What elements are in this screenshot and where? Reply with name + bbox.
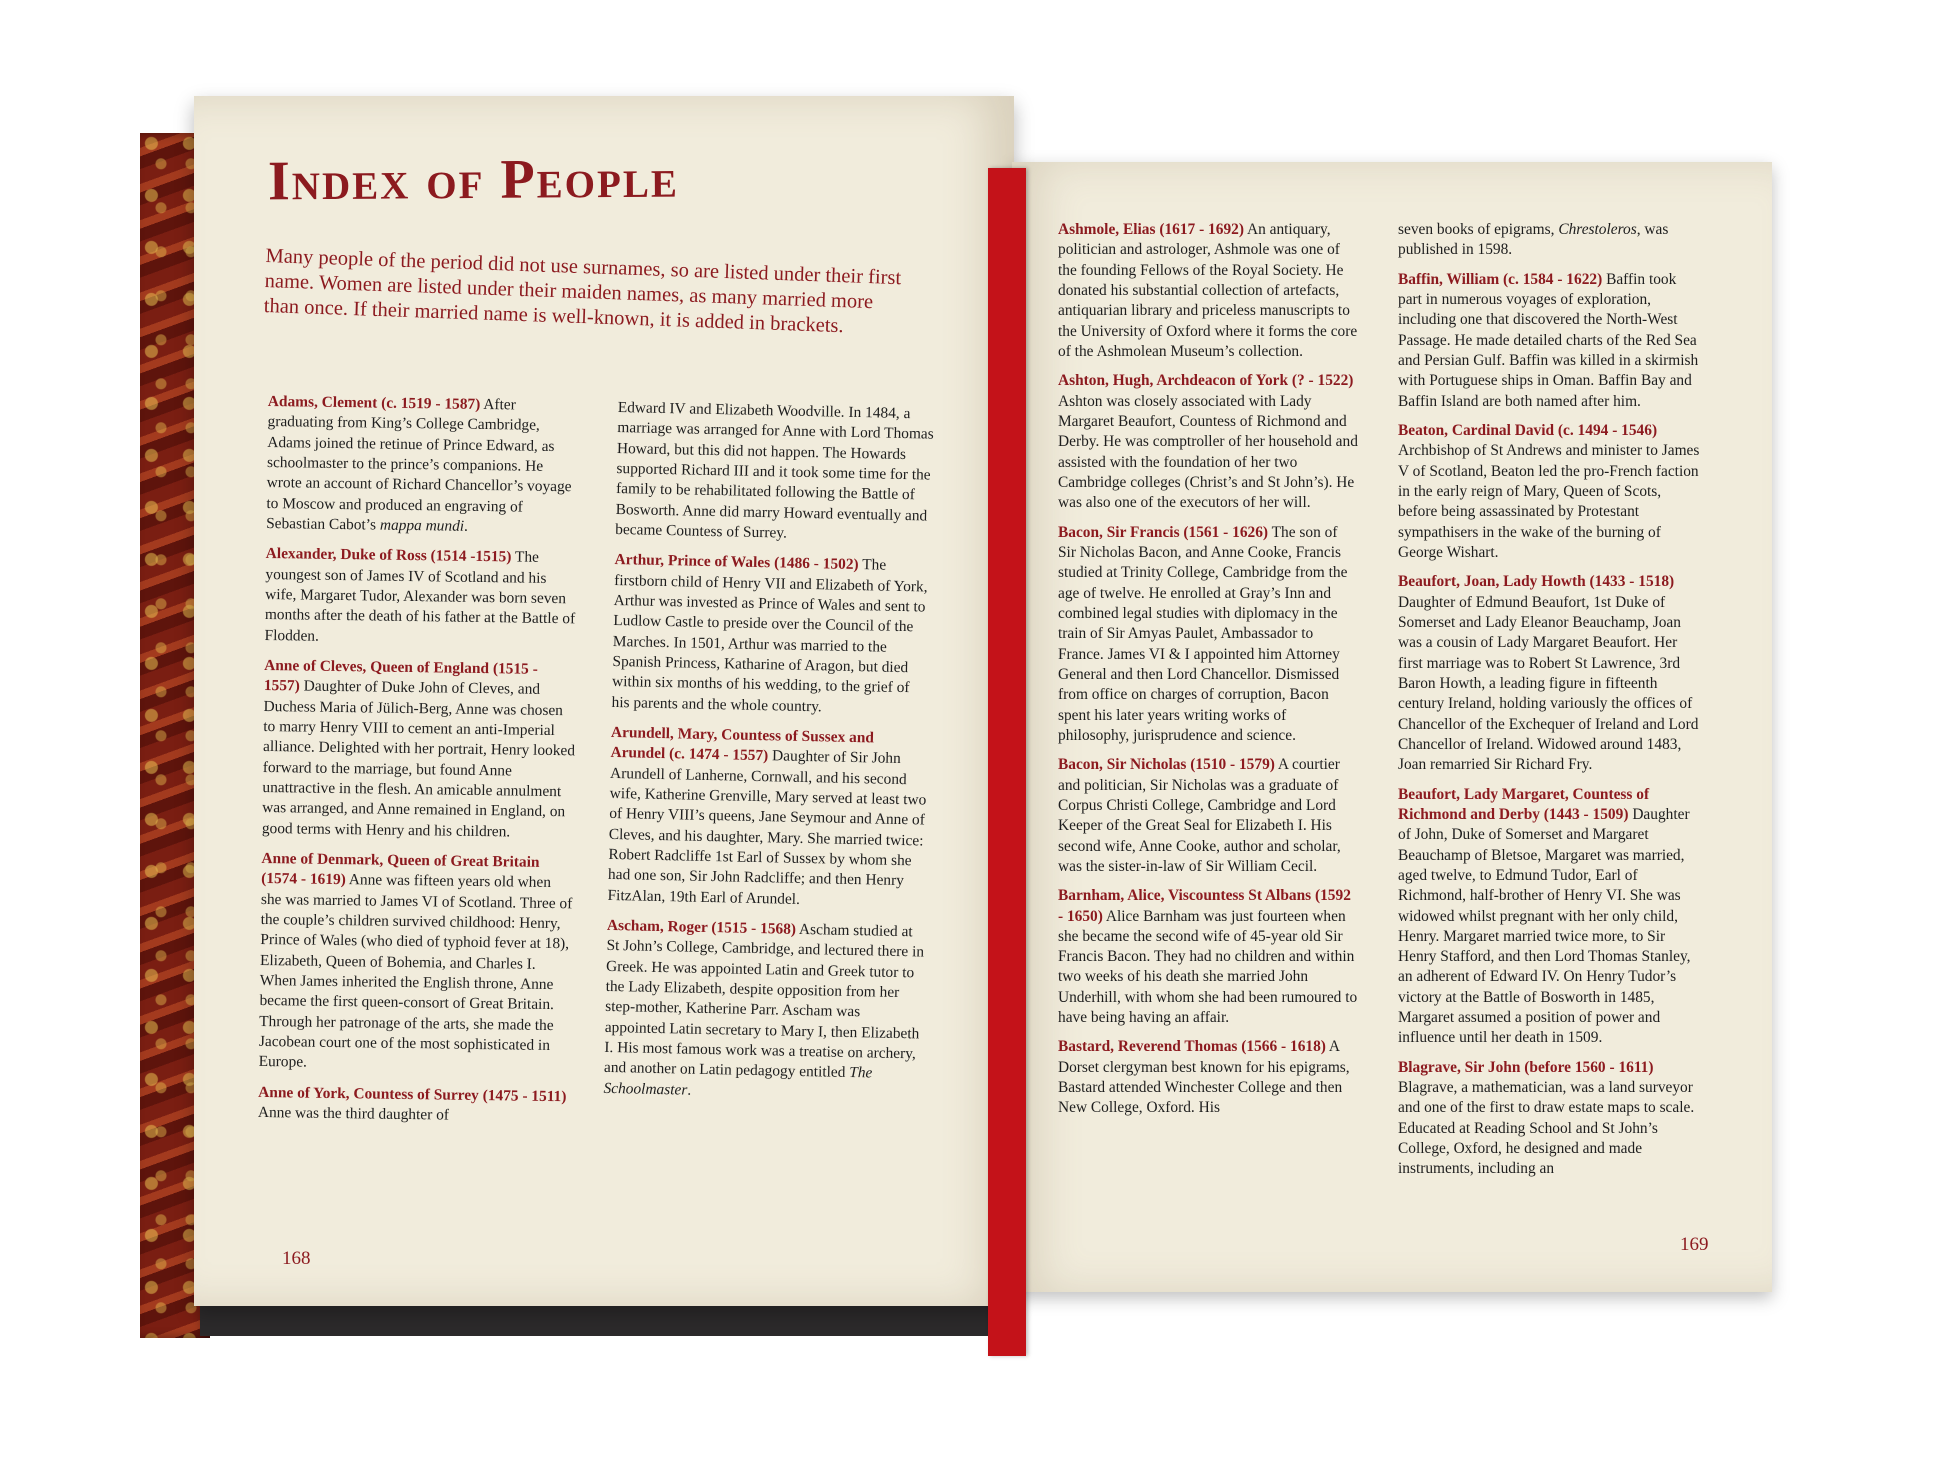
index-entry bbox=[1058, 523, 1358, 747]
entry-title-italic: Chrestoleros bbox=[1558, 221, 1637, 238]
page-title: Index of People bbox=[267, 147, 680, 213]
index-entry bbox=[1398, 270, 1704, 412]
index-entry bbox=[258, 849, 573, 1077]
entry-heading: Adams, Clement (c. 1519 - 1587) bbox=[267, 392, 481, 413]
index-entry bbox=[266, 392, 580, 539]
entry-heading: Ascham, Roger (1515 - 1568) bbox=[606, 916, 797, 938]
entry-text: A courtier and politician, Sir Nicholas was a graduate of Corpus Christi College, Cambridge and Lord Keeper of the Great Seal for Elizabeth I. His second wife, Anne Cooke, author and scholar, was the sister-in-law of Sir William Cecil. bbox=[1058, 756, 1341, 875]
intro-paragraph: Many people of the period did not use surnames, so are listed under their first name. Women are listed under their maiden names, as many married more than once. If their married name is well-known, it is added in brackets. bbox=[263, 244, 902, 338]
entry-heading: Blagrave, Sir John (before 1560 - 1611) bbox=[1398, 1058, 1654, 1076]
entry-text: The firstborn child of Henry VII and Elizabeth of York, Arthur was invested as Prince of Wales and sent to Ludlow Castle to preside over the Council of the Marches. In 1501, Arthur was married to the Spanish Princess, Katharine of Aragon, but died within six months of his wedding, to the grief of his parents and the whole country. bbox=[611, 556, 928, 715]
entry-text: Baffin took part in numerous voyages of exploration, including one that discovered the North-West Passage. He made detailed charts of the Red Sea and Persian Gulf. Baffin was killed in a skirmish with Portuguese ships in Oman. Baffin Bay and Baffin Island are both named after him. bbox=[1398, 270, 1699, 410]
entry-heading: Beaton, Cardinal David (c. 1494 - 1546) bbox=[1398, 421, 1658, 439]
index-entry bbox=[1058, 755, 1358, 877]
index-entry bbox=[264, 544, 577, 650]
entry-heading: Ashton, Hugh, Archdeacon of York (? - 1522) bbox=[1058, 372, 1354, 390]
index-entry bbox=[603, 916, 925, 1106]
index-entry bbox=[615, 398, 936, 547]
entry-text: An antiquary, politician and astrologer, Ashmole was one of the founding Fellows of the Royal Society. He donated his substantial collection of artefacts, antiquarian library and priceless manuscripts to the University of Oxford where it forms the core of the Ashmolean Museum’s collection. bbox=[1058, 221, 1358, 360]
entry-text: Daughter of Duke John of Cleves, and Duchess Maria of Jülich-Berg, Anne was chosen to marry Henry VIII to cement an anti-Imperial alliance. Delighted with her portrait, Henry looked forward to the marriage, but found Anne unattractive in the flesh. An amicable annulment was arranged, and Anne remained in England, on good terms with Henry and his children. bbox=[261, 677, 576, 840]
entry-title-italic: mappa mundi bbox=[379, 516, 465, 535]
entry-heading: Anne of Cleves, Queen of England (1515 - 1557) bbox=[263, 656, 538, 695]
entry-text: Ascham studied at St John’s College, Cambridge, and lectured there in Greek. He was appointed Latin and Greek tutor to the Lady Elizabeth, despite opposition from her step-mother, Katherine Parr. Ascham was appointed Latin secretary to Mary I, then Elizabeth I. His most famous work was a treatise on archery, and another on Latin pedagogy entitled bbox=[603, 920, 925, 1082]
entry-heading: Bacon, Sir Nicholas (1510 - 1579) bbox=[1058, 756, 1275, 774]
index-entry bbox=[1058, 886, 1358, 1028]
entry-heading: Anne of Denmark, Queen of Great Britain (1574 - 1619) bbox=[261, 849, 540, 889]
entry-text: seven books of epigrams, bbox=[1398, 221, 1555, 238]
index-entry bbox=[1058, 220, 1358, 362]
entry-text: Daughter of Sir John Arundell of Lanherne, Cornwall, and his second wife, Katherine Grenville, Mary served at least two of Henry VIII’s queens, Jane Seymour and Anne of Cleves, and his daughter, Mary. She married twice: Robert Radcliffe 1st Earl of Sussex by whom she had one son, Sir John Radcliffe; and then Henry FitzAlan, 19th Earl of Arundel. bbox=[607, 747, 927, 908]
entry-heading: Bacon, Sir Francis (1561 - 1626) bbox=[1058, 523, 1269, 541]
entry-text: The son of Sir Nicholas Bacon, and Anne Cooke, Francis studied at Trinity College, Cambridge from the age of twelve. He enrolled at Gray’s Inn and combined legal studies with diplomacy in the train of Sir Amyas Paulet, Ambassador to France. James VI & I appointed him Attorney General and then Lord Chancellor. Dismissed from office on charges of corruption, Bacon spent his later years writing works of philosophy, jurisprudence and science. bbox=[1058, 523, 1348, 744]
entry-text: Daughter of John, Duke of Somerset and Margaret Beauchamp of Bletsoe, Margaret was married, aged twelve, to Edmund Tudor, Earl of Richmond, half-brother of Henry VI. She was widowed whilst pregnant with her only child, Henry. Margaret married twice more, to Sir Henry Stafford, and then Lord Thomas Stanley, an adherent of Edward IV. On Henry Tudor’s victory at the Battle of Bosworth in 1485, Margaret assumed a position of power and influence until her death in 1509. bbox=[1398, 805, 1691, 1047]
entry-heading: Beaufort, Lady Margaret, Countess of Richmond and Derby (1443 - 1509) bbox=[1398, 785, 1650, 823]
index-entry bbox=[262, 656, 577, 843]
entries-column-left-2 bbox=[603, 398, 936, 1115]
entry-text: Edward IV and Elizabeth Woodville. In 1484, a marriage was arranged for Anne with Lord Thomas Howard, but this did not happen. The Howards supported Richard III and it took some time for the family to be rehabilitated following the Battle of Bosworth. Anne did marry Howard eventually and became Countess of Surrey. bbox=[615, 398, 934, 542]
entry-text-tail: , was published in 1598. bbox=[1398, 221, 1669, 259]
entry-text: Daughter of Edmund Beaufort, 1st Duke of Somerset and Lady Eleanor Beauchamp, Joan was a cousin of Lady Margaret Beaufort. Her first marriage was to Robert St Lawrence, 3rd Baron Howth, a leading figure in fifteenth century Ireland, holding variously the offices of Chancellor of the Exchequer of Ireland and Lord Chancellor of Ireland. Widowed around 1483, Joan remarried Sir Richard Fry. bbox=[1398, 593, 1699, 774]
index-entry bbox=[1398, 421, 1704, 563]
entry-heading: Anne of York, Countess of Surrey (1475 - 1511) bbox=[258, 1083, 567, 1105]
index-entry bbox=[1398, 220, 1704, 261]
entry-text: The youngest son of James IV of Scotland and his wife, Margaret Tudor, Alexander was born seven months after the death of his father at the Battle of Flodden. bbox=[264, 548, 576, 645]
entry-text: Anne was fifteen years old when she was married to James VI of Scotland. Three of the couple’s children survived childhood: Henry, Prince of Wales (who died of typhoid fever at 18), Elizabeth, Queen of Bohemia, and Charles I. When James inherited the English throne, Anne became the first queen-consort of Great Britain. Through her patronage of the arts, she made the Jacobean court one of the most sophisticated in Europe. bbox=[258, 871, 573, 1071]
entry-heading: Barnham, Alice, Viscountess St Albans (1592 - 1650) bbox=[1058, 887, 1351, 925]
entry-heading: Baffin, William (c. 1584 - 1622) bbox=[1398, 270, 1603, 288]
entry-heading: Alexander, Duke of Ross (1514 -1515) bbox=[265, 545, 512, 566]
entry-heading: Arthur, Prince of Wales (1486 - 1502) bbox=[614, 551, 859, 574]
page-number-right: 169 bbox=[1680, 1234, 1709, 1255]
entry-text: Alice Barnham was just fourteen when she became the second wife of 45-year old Sir Francis Bacon. They had no children and within two weeks of his death she married John Underhill, with whom she had been rumoured to have being having an affair. bbox=[1058, 907, 1358, 1027]
entry-text: Anne was the third daughter of bbox=[257, 1103, 450, 1124]
entry-heading: Ashmole, Elias (1617 - 1692) bbox=[1058, 221, 1244, 238]
index-entry bbox=[1398, 1058, 1704, 1180]
entry-heading: Bastard, Reverend Thomas (1566 - 1618) bbox=[1058, 1038, 1326, 1056]
entry-text: Archbishop of St Andrews and minister to James V of Scotland, Beaton led the pro-French faction in the early reign of Mary, Queen of Scots, before being assassinated by Protestant sympathisers in the wake of the burning of George Wishart. bbox=[1398, 442, 1700, 561]
entry-text: A Dorset clergyman best known for his epigrams, Bastard attended Winchester College and then New College, Oxford. His bbox=[1058, 1038, 1350, 1117]
index-entry bbox=[258, 1082, 571, 1127]
entry-text-tail: . bbox=[687, 1081, 692, 1099]
entry-title-italic: The Schoolmaster bbox=[603, 1064, 873, 1099]
entry-heading: Arundell, Mary, Countess of Sussex and Arundel (c. 1474 - 1557) bbox=[610, 723, 875, 765]
index-entry bbox=[1058, 371, 1358, 513]
entry-text: After graduating from King’s College Cambridge, Adams joined the retinue of Prince Edward, as schoolmaster to the prince’s companions. He wrote an account of Richard Chancellor’s voyage to Moscow and produced an engraving of Sebastian Cabot’s bbox=[266, 396, 572, 534]
entries-column-right-1 bbox=[1058, 220, 1358, 1128]
entry-heading: Beaufort, Joan, Lady Howth (1433 - 1518) bbox=[1398, 573, 1675, 591]
entries-column-left-1 bbox=[258, 392, 580, 1137]
bookmark-ribbon bbox=[988, 168, 1026, 1356]
index-entry bbox=[611, 550, 932, 719]
index-entry bbox=[1398, 572, 1704, 775]
entry-text: Blagrave, a mathematician, was a land surveyor and one of the first to draw estate maps to scale. Educated at Reading School and St John’s College, Oxford, he designed and made instruments, including an bbox=[1398, 1079, 1695, 1178]
index-entry bbox=[1398, 785, 1704, 1049]
entry-text-tail: . bbox=[463, 517, 469, 535]
index-entry bbox=[1058, 1037, 1358, 1118]
index-entry bbox=[607, 723, 929, 913]
page-number-left: 168 bbox=[282, 1248, 311, 1269]
entry-text: Ashton was closely associated with Lady Margaret Beaufort, Countess of Richmond and Derby. He was comptroller of her household and assisted with the foundation of her two Cambridge colleges (Christ’s and St John’s). He was also one of the executors of her will. bbox=[1058, 392, 1358, 512]
entries-column-right-2 bbox=[1398, 220, 1704, 1189]
